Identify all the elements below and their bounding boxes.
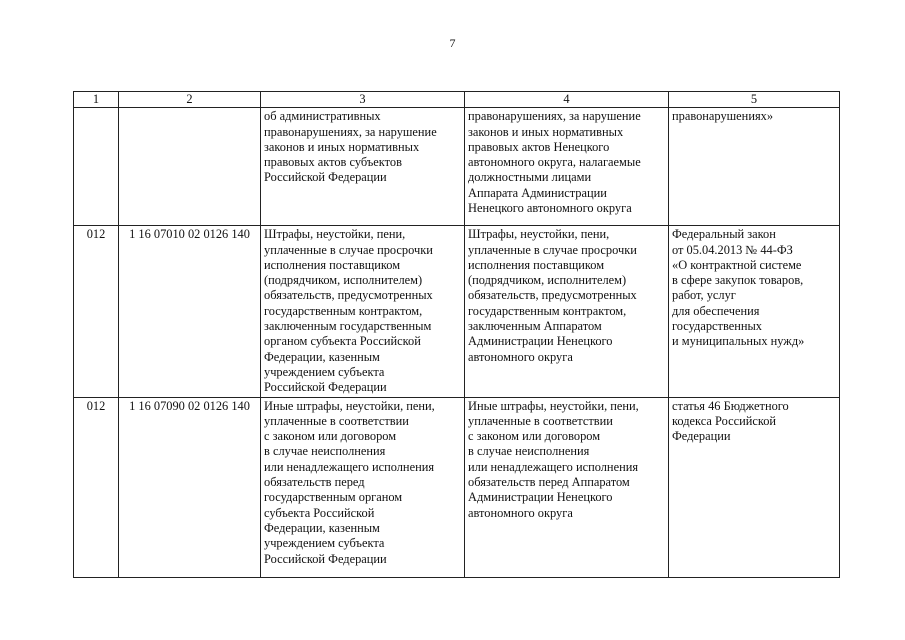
text-line: в случае неисполнения [264, 444, 386, 459]
text-line: Российской Федерации [264, 170, 387, 185]
text-line: в сфере закупок товаров, [672, 273, 804, 288]
text-line: правонарушениях, за нарушение [468, 109, 641, 124]
text-line: заключенным государственным [264, 319, 432, 334]
revenue-code-cell: 1 16 07090 02 0126 140 [119, 397, 261, 577]
admin-code-cell [74, 108, 119, 226]
legal-basis-cell [669, 226, 840, 397]
revenue-code-cell: 1 16 07010 02 0126 140 [119, 226, 261, 397]
text-line: Российской Федерации [264, 551, 387, 566]
text-line: уплаченные в соответствии [264, 413, 409, 428]
text-line: в случае неисполнения [468, 444, 590, 459]
text-line: обязательств перед Аппаратом [468, 475, 630, 490]
text-line: Российской Федерации [264, 380, 387, 395]
text-line: автономного округа, налагаемые [468, 155, 641, 170]
text-line: государственных [672, 319, 763, 334]
text-line: Штрафы, неустойки, пени, [468, 227, 610, 242]
admin-code-cell: 012 [74, 397, 119, 577]
text-line: уплаченные в соответствии [468, 413, 613, 428]
text-line: Администрации Ненецкого [468, 490, 613, 505]
text-line: исполнения поставщиком [468, 257, 605, 272]
text-line: Иные штрафы, неустойки, пени, [468, 398, 639, 413]
text-line: (подрядчиком, исполнителем) [468, 273, 627, 288]
text-line: учреждением субъекта [264, 536, 385, 551]
text-line: правовых актов Ненецкого [468, 139, 610, 154]
text-line: должностными лицами [468, 170, 592, 185]
text-line: уплаченные в случае просрочки [264, 242, 433, 257]
text-line: работ, услуг [672, 288, 736, 303]
specific-description-cell [465, 226, 669, 397]
text-line: обязательств перед [264, 475, 365, 490]
header-col-1: 1 [74, 92, 119, 108]
text-line: или ненадлежащего исполнения [468, 459, 639, 474]
text-line: Аппарата Администрации [468, 185, 607, 200]
specific-description-cell [465, 397, 669, 577]
header-col-4: 4 [465, 92, 669, 108]
general-description-cell [261, 226, 465, 397]
text-line: правонарушениях» [672, 109, 774, 124]
text-line: от 05.04.2013 № 44-ФЗ [672, 242, 793, 257]
text-line: государственным органом [264, 490, 403, 505]
specific-description-cell [465, 108, 669, 226]
text-line: статья 46 Бюджетного [672, 398, 789, 413]
text-line: органом субъекта Российской [264, 334, 421, 349]
text-line: и муниципальных нужд» [672, 334, 805, 349]
text-line: правонарушениях, за нарушение [264, 124, 437, 139]
text-line: государственным контрактом, [468, 303, 627, 318]
revenue-code-cell [119, 108, 261, 226]
text-line: с законом или договором [468, 429, 601, 444]
text-line: обязательств, предусмотренных [468, 288, 637, 303]
text-line: заключенным Аппаратом [468, 319, 602, 334]
header-col-2: 2 [119, 92, 261, 108]
text-line: учреждением субъекта [264, 364, 385, 379]
text-line: обязательств, предусмотренных [264, 288, 433, 303]
text-line: или ненадлежащего исполнения [264, 459, 435, 474]
text-line: уплаченные в случае просрочки [468, 242, 637, 257]
text-line: государственным контрактом, [264, 303, 423, 318]
text-line: (подрядчиком, исполнителем) [264, 273, 423, 288]
text-line: с законом или договором [264, 429, 397, 444]
table-row [74, 226, 840, 397]
text-line: Штрафы, неустойки, пени, [264, 227, 406, 242]
header-row [74, 92, 840, 108]
text-line: автономного округа [468, 505, 573, 520]
text-line: об административных [264, 109, 381, 124]
budget-codes-table [73, 91, 840, 578]
text-line: правовых актов субъектов [264, 155, 402, 170]
general-description-cell [261, 397, 465, 577]
table-row [74, 397, 840, 577]
general-description-cell [261, 108, 465, 226]
text-line: Федерации [672, 429, 731, 444]
header-col-3: 3 [261, 92, 465, 108]
text-line: законов и иных нормативных [264, 139, 420, 154]
text-line: субъекта Российской [264, 505, 375, 520]
text-line: Федерации, казенным [264, 349, 380, 364]
table-row [74, 108, 840, 226]
text-line: Федерации, казенным [264, 520, 380, 535]
text-line: «О контрактной системе [672, 257, 802, 272]
legal-basis-cell [669, 397, 840, 577]
legal-basis-cell [669, 108, 840, 226]
text-line: для обеспечения [672, 303, 760, 318]
text-line: Федеральный закон [672, 227, 776, 242]
text-line: исполнения поставщиком [264, 257, 401, 272]
text-line: законов и иных нормативных [468, 124, 624, 139]
text-line: автономного округа [468, 349, 573, 364]
text-line: Иные штрафы, неустойки, пени, [264, 398, 435, 413]
text-line: Администрации Ненецкого [468, 334, 613, 349]
header-col-5: 5 [669, 92, 840, 108]
page-number: 7 [449, 36, 456, 50]
admin-code-cell: 012 [74, 226, 119, 397]
text-line: кодекса Российской [672, 413, 777, 428]
text-line: Ненецкого автономного округа [468, 201, 632, 216]
